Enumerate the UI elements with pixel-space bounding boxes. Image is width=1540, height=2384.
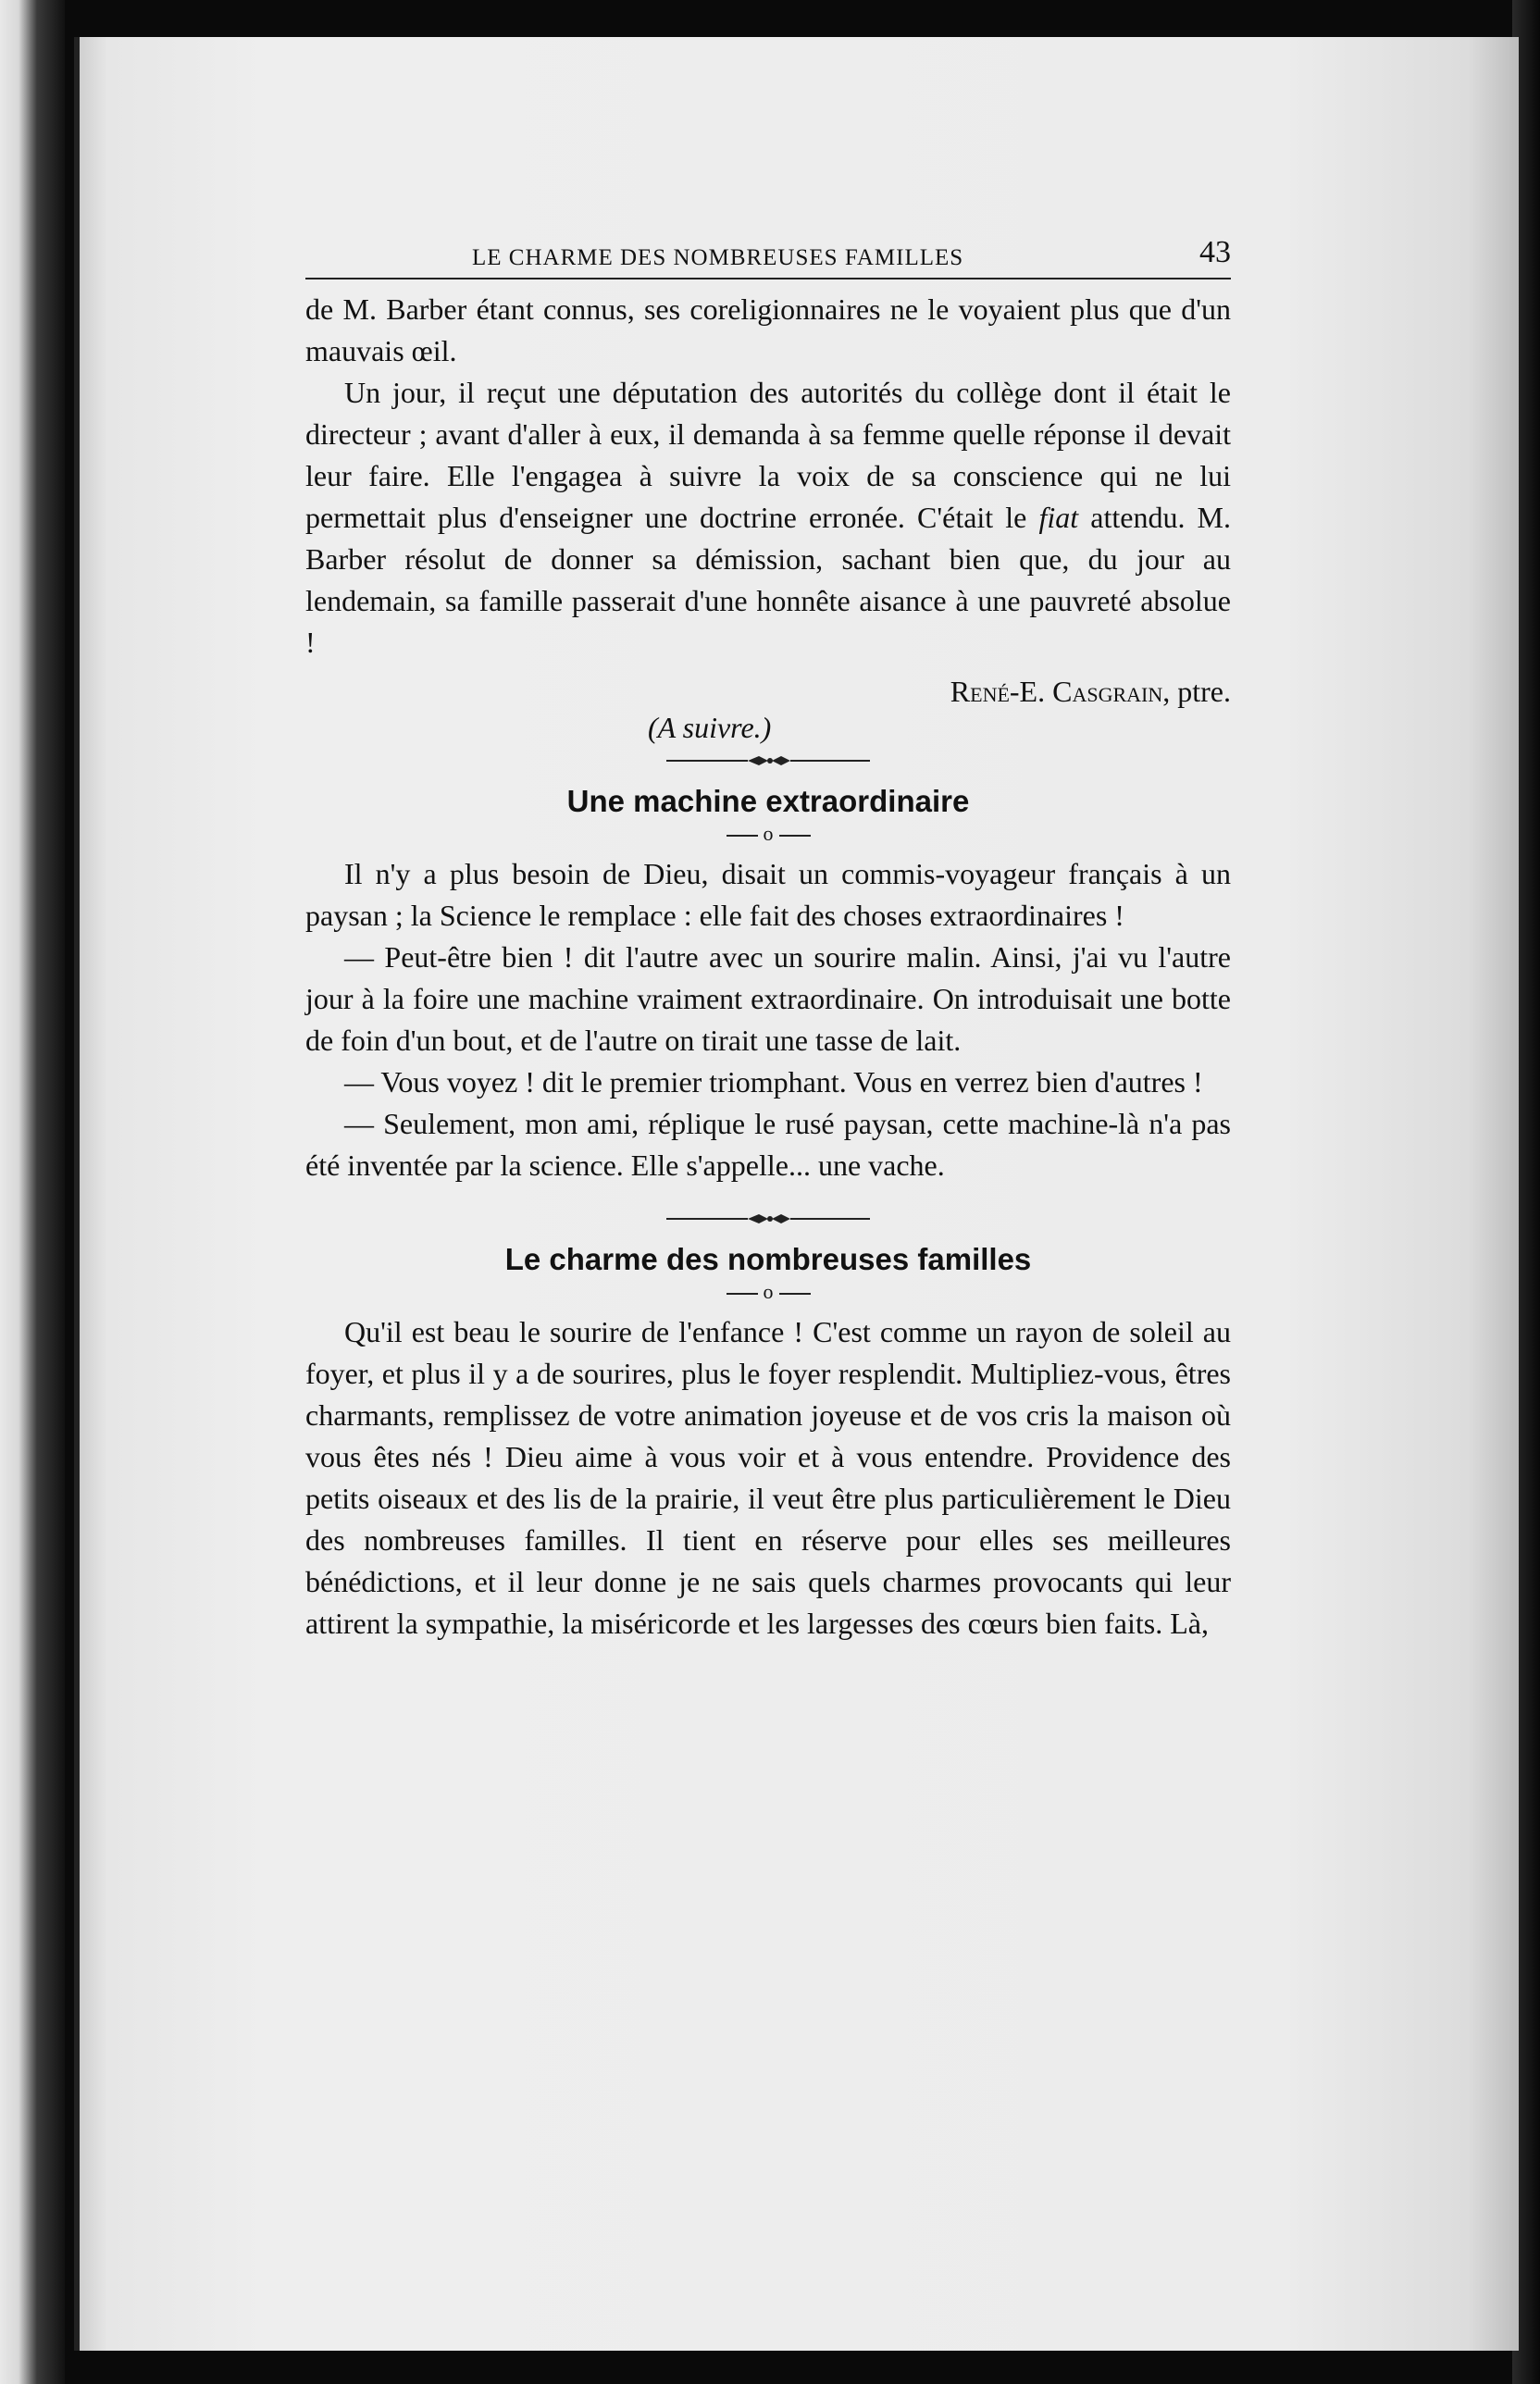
- article-title: Le charme des nombreuses familles: [504, 1242, 1032, 1276]
- ornament-divider-icon: [666, 1212, 870, 1225]
- ornament-divider-icon: [666, 754, 870, 767]
- title-separator: [305, 822, 1231, 846]
- paragraph: Il n'y a plus besoin de Dieu, disait un commis-voyageur français à un paysan ; la Science le remplace : elle fait des choses extraordinaires !: [305, 857, 1231, 932]
- paragraph-text: attendu. M. Barber résolut de donner sa démission, sachant bien que, du jour au lendemain, sa famille passerait d'une honnête aisance à une pauvreté absolue !: [305, 501, 1232, 659]
- page-number: 43: [1199, 235, 1231, 269]
- paragraph: Qu'il est beau le sourire de l'enfance ! C'est comme un rayon de soleil au foyer, et plus il y a de sourires, plus le foyer resplendit. Multipliez-vous, êtres charmants, remplissez de votre animation joyeuse et de vos cris la maison où vous êtes nés ! Dieu aime à vous voir et à vous entendre. Providence des petits oiseaux et des lis de la prairie, il veut être plus particulièrement le Dieu des nombreuses familles. Il tient en réserve pour elles ses meilleures bénédictions, et il leur donne je ne sais quels charmes provocants qui leur attirent la sympathie, la miséricorde et les largesses des cœurs bien faits. Là,: [305, 1315, 1231, 1640]
- paragraph: de M. Barber étant connus, ses coreligionnaires ne le voyaient plus que d'un mauvais œil.: [305, 292, 1231, 367]
- article-title: Une machine extraordinaire: [566, 784, 970, 818]
- paragraph: — Peut-être bien ! dit l'autre avec un sourire malin. Ainsi, j'ai vu l'autre jour à la foire une machine vraiment extraordinaire. On introduisait une botte de foin d'un bout, et de l'autre on tirait une tasse de lait.: [305, 940, 1231, 1057]
- signature-suffix: , ptre.: [1162, 675, 1231, 708]
- running-head: [305, 231, 1231, 279]
- running-head-title: LE CHARME DES NOMBREUSES FAMILLES: [472, 245, 964, 270]
- title-separator: [305, 1280, 1231, 1304]
- paragraph-text: Un jour, il reçut une députation des autorités du collège dont il était le directeur ; avant d'aller à eux, il demanda à sa femme quelle réponse il devait leur faire. Elle l'engagea à suivre la voix de sa conscience qui ne lui permettait plus d'enseigner une doctrine erronée. C'était le: [305, 376, 1231, 534]
- paragraph: [305, 372, 1231, 664]
- page-content: [305, 231, 1231, 1645]
- book-spine: [0, 0, 65, 2384]
- signature-name: René-E. Casgrain: [950, 675, 1163, 708]
- separator-mark: o: [763, 1280, 774, 1303]
- separator-mark: o: [763, 822, 774, 845]
- paragraph-italic: fiat: [1038, 501, 1079, 534]
- paragraph: — Vous voyez ! dit le premier triomphant. Vous en verrez bien d'autres !: [344, 1065, 1203, 1099]
- paragraph: — Seulement, mon ami, réplique le rusé paysan, cette machine-là n'a pas été inventée par la science. Elle s'appelle... une vache.: [305, 1107, 1231, 1182]
- continued-note: (A suivre.): [648, 711, 772, 744]
